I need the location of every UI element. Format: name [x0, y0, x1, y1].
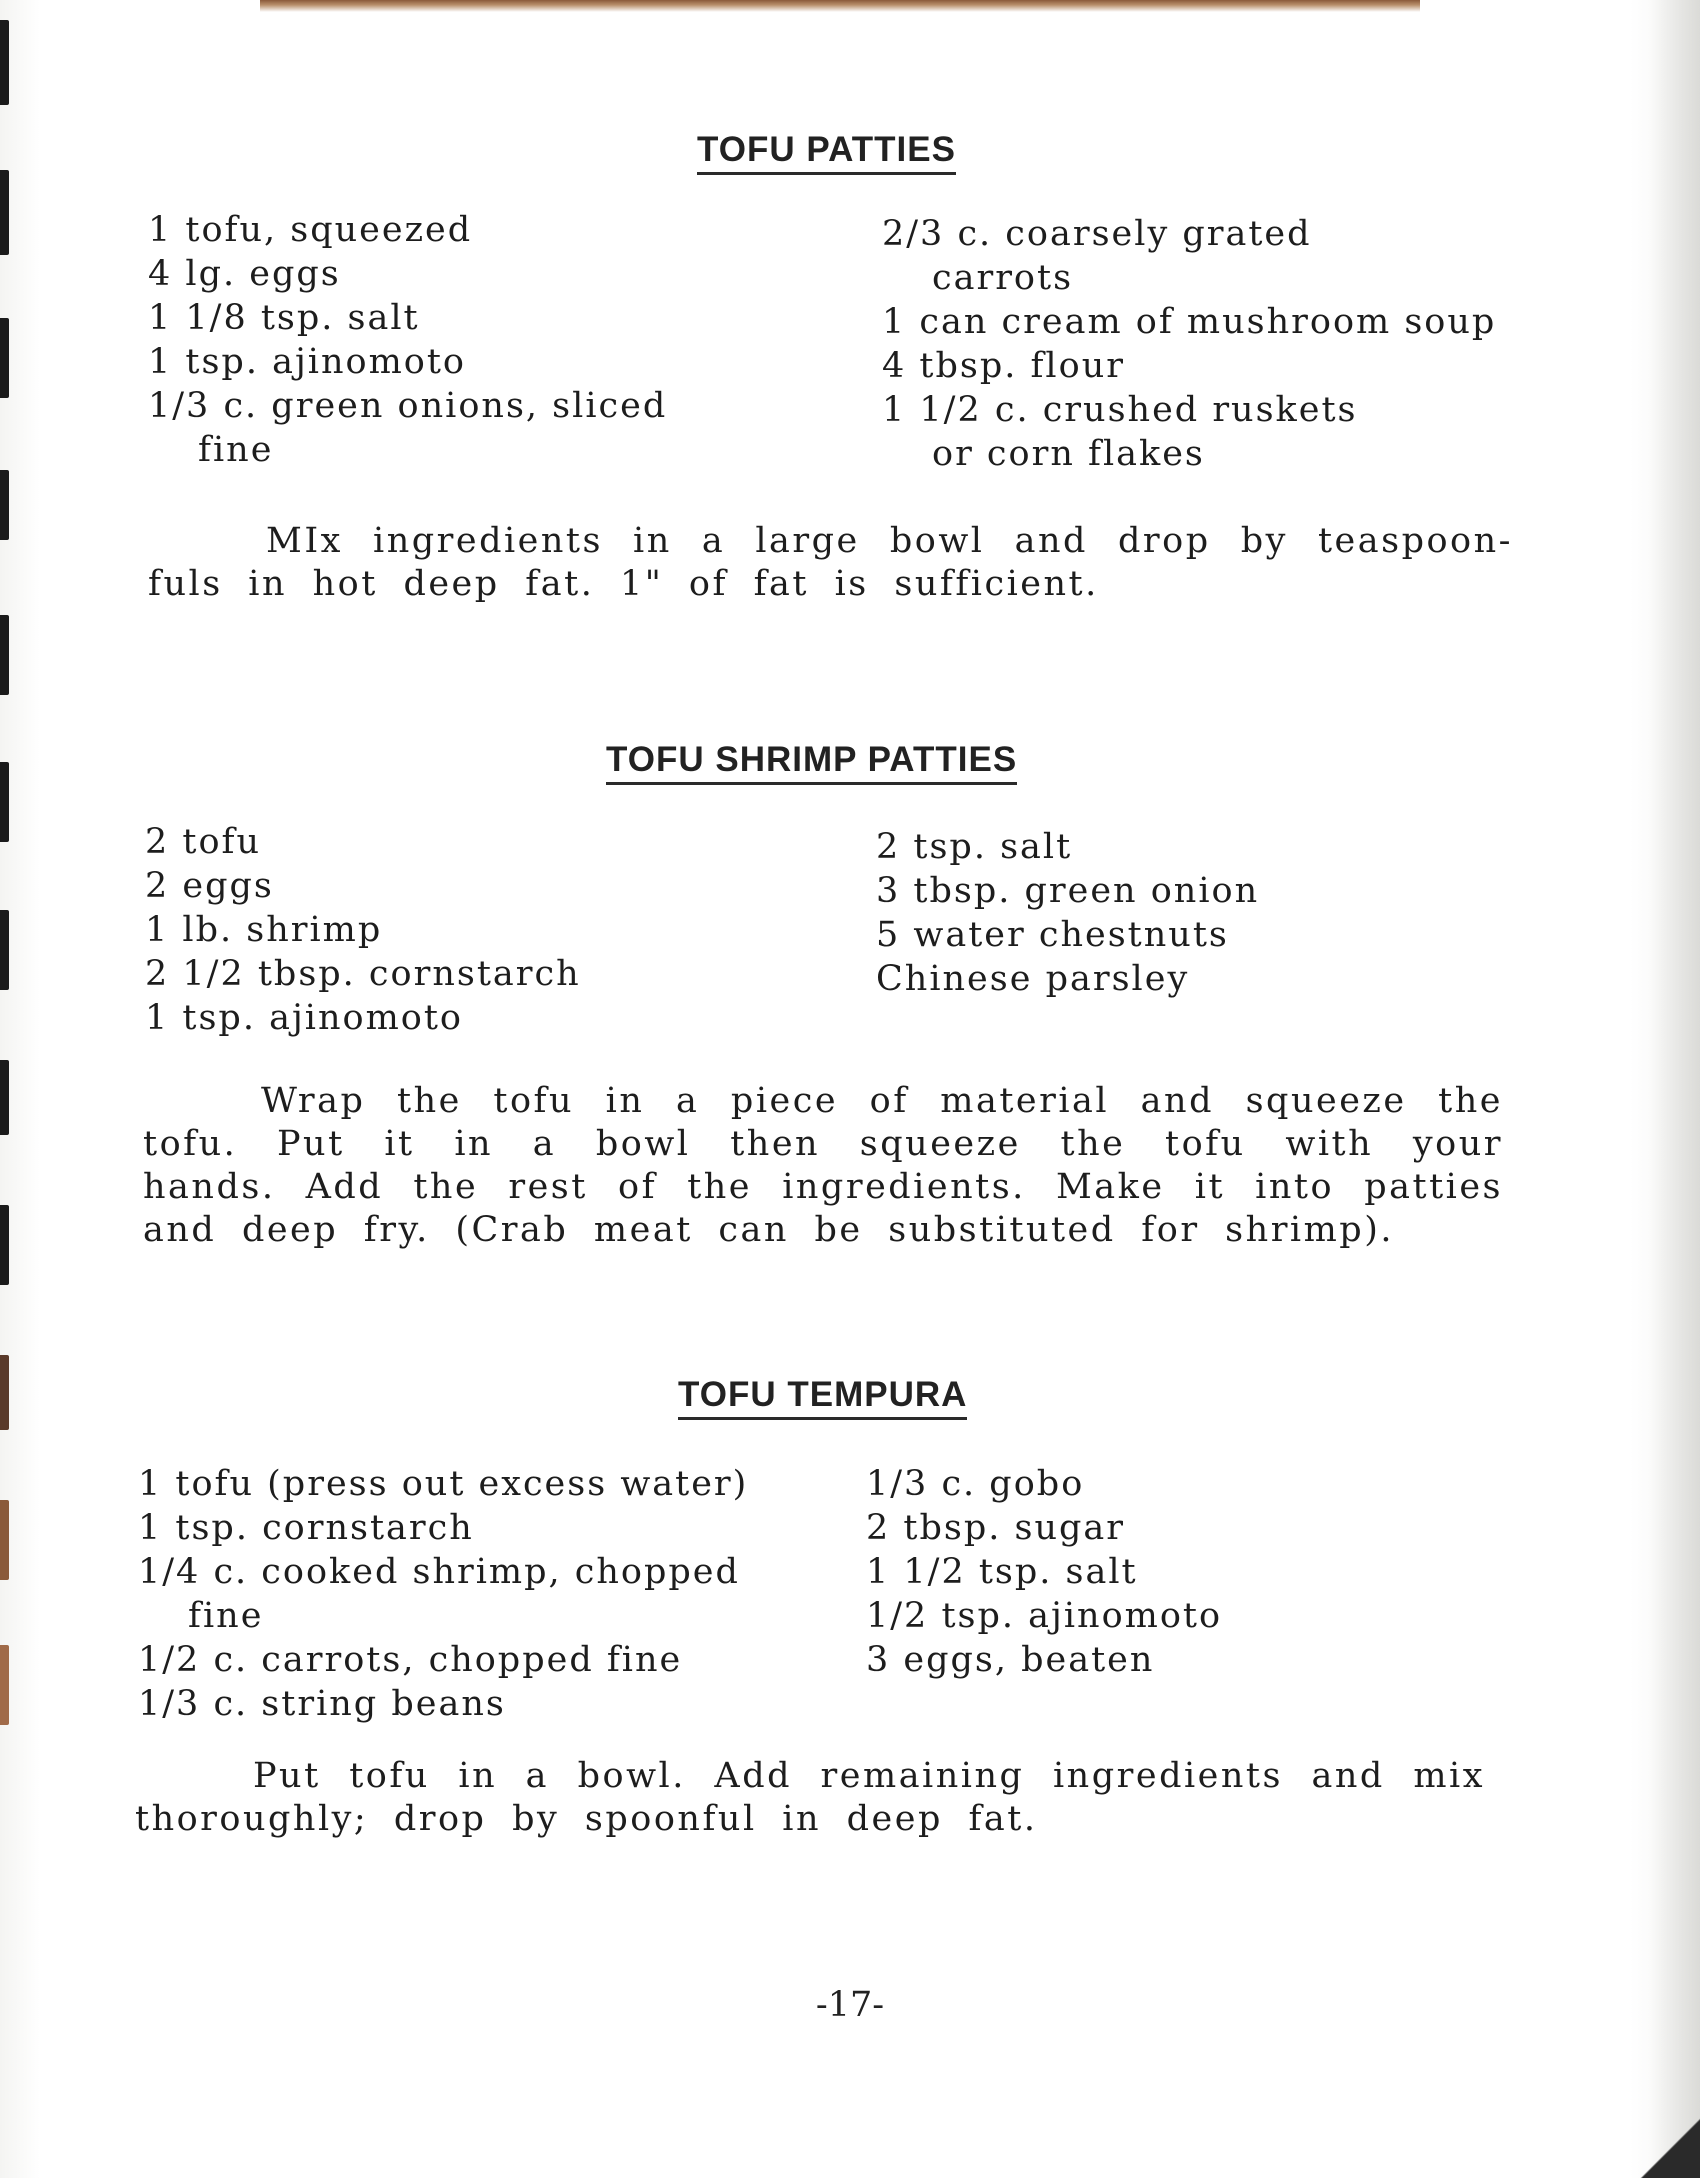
page-number: -17-	[815, 1985, 885, 2025]
binding-tab	[0, 615, 9, 695]
ingredient-item-continued: fine	[188, 1596, 264, 1636]
ingredient-list-left	[148, 208, 667, 472]
ingredient-item: 3 eggs, beaten	[866, 1640, 1155, 1680]
binding-tab	[0, 1205, 9, 1285]
ingredient-item-continued: carrots	[932, 258, 1074, 298]
ingredient-item: 1 1/2 c. crushed ruskets	[882, 390, 1358, 430]
binding-tab	[0, 1500, 9, 1580]
binding-tab	[0, 1355, 9, 1430]
recipe-title: TOFU SHRIMP PATTIES	[606, 740, 1017, 785]
ingredient-item: 1 1/2 tsp. salt	[866, 1552, 1138, 1592]
ingredient-item: 1 can cream of mushroom soup	[882, 302, 1497, 342]
ingredient-item: 3 tbsp. green onion	[876, 871, 1260, 911]
ingredient-item: 1 1/8 tsp. salt	[148, 298, 420, 338]
ingredient-item: 2 1/2 tbsp. cornstarch	[145, 954, 581, 994]
ingredient-item-continued: fine	[198, 430, 274, 470]
ingredient-item: 1 tsp. ajinomoto	[145, 998, 463, 1038]
binding-tab	[0, 20, 9, 105]
ingredient-item: 1/3 c. green onions, sliced	[148, 386, 668, 426]
binding-tab	[0, 1060, 9, 1135]
binding-tab	[0, 170, 9, 255]
ingredient-item: 2 tsp. salt	[876, 827, 1073, 867]
ingredient-list-left	[138, 1462, 748, 1726]
ingredient-item: 1 tsp. cornstarch	[138, 1508, 474, 1548]
ingredient-list-left	[145, 820, 581, 1040]
ingredient-item: 1 lb. shrimp	[145, 910, 383, 950]
page-corner-shadow	[1640, 2118, 1700, 2178]
ingredient-item: 4 tbsp. flour	[882, 346, 1125, 386]
ingredient-item-continued: or corn flakes	[932, 434, 1205, 474]
ingredient-item: Chinese parsley	[876, 959, 1190, 999]
binding-tab	[0, 470, 9, 540]
binding-tab	[0, 1645, 9, 1725]
ingredient-item: 2 eggs	[145, 866, 274, 906]
recipe-directions: MIx ingredients in a large bowl and drop by teaspoon-fuls in hot deep fat. 1" of fat is sufficient.	[148, 521, 1513, 604]
binding-tab	[0, 762, 9, 842]
page-right-shadow	[1650, 0, 1700, 2178]
ingredient-item: 2 tofu	[145, 822, 262, 862]
ingredient-item: 1/3 c. string beans	[138, 1684, 506, 1724]
ingredient-list-right	[876, 825, 1259, 1001]
ingredient-item: 1 tsp. ajinomoto	[148, 342, 466, 382]
ingredient-item: 2 tbsp. sugar	[866, 1508, 1125, 1548]
recipe-directions: Put tofu in a bowl. Add remaining ingredients and mix thoroughly; drop by spoonful in deep fat.	[135, 1756, 1485, 1839]
ingredient-item: 1/4 c. cooked shrimp, chopped	[138, 1552, 740, 1592]
binding-tab	[0, 318, 9, 398]
ingredient-list-right	[866, 1462, 1222, 1682]
recipe-title: TOFU PATTIES	[697, 130, 956, 175]
recipe-title: TOFU TEMPURA	[678, 1375, 967, 1420]
ingredient-item: 5 water chestnuts	[876, 915, 1229, 955]
ingredient-item: 1/2 tsp. ajinomoto	[866, 1596, 1223, 1636]
ingredient-item: 1 tofu (press out excess water)	[138, 1464, 749, 1504]
ingredient-item: 2/3 c. coarsely grated	[882, 214, 1312, 254]
page-top-edge	[260, 0, 1420, 12]
ingredient-list-right	[882, 212, 1496, 476]
binding-tab	[0, 910, 9, 990]
ingredient-item: 1 tofu, squeezed	[148, 210, 473, 250]
recipe-directions: Wrap the tofu in a piece of material and squeeze the tofu. Put it in a bowl then squeeze the tofu with your hands. Add the rest of the ingredients. Make it into patties and deep fry. (Crab meat can be substituted for shrimp).	[143, 1081, 1503, 1250]
ingredient-item: 4 lg. eggs	[148, 254, 341, 294]
ingredient-item: 1/2 c. carrots, chopped fine	[138, 1640, 683, 1680]
ingredient-item: 1/3 c. gobo	[866, 1464, 1085, 1504]
